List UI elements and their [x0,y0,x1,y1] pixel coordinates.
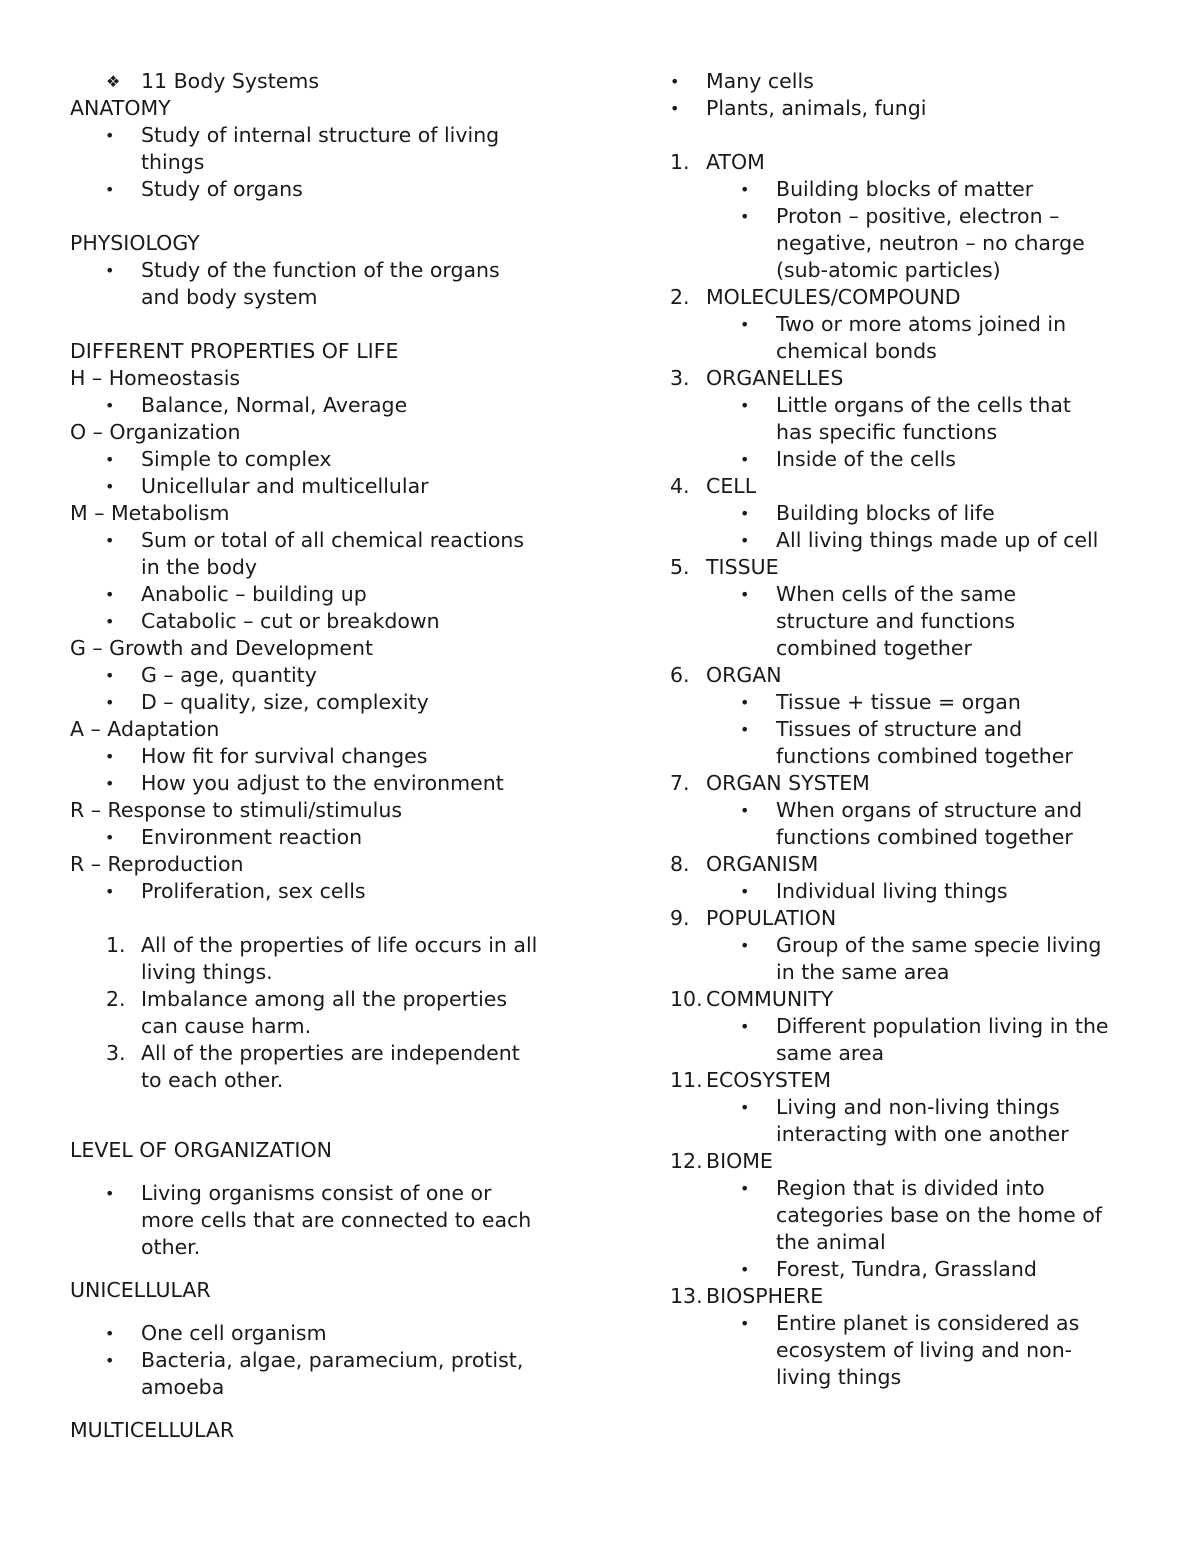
note-number: 1. [106,933,126,957]
level-number: 11. [670,1068,703,1092]
level-item [670,284,1170,311]
property-label: O – Organization [70,420,241,444]
level-item [670,1067,1170,1094]
list-item [670,68,1170,95]
list-item [670,527,1170,554]
section-heading-physiology: PHYSIOLOGY [70,231,200,255]
bullet-icon: • [740,693,750,712]
note-text: to each other. [141,1068,284,1092]
bullet-icon: • [740,720,750,739]
bullet-icon: • [105,747,115,766]
list-item-text: and body system [141,285,318,309]
note-text: All of the properties of life occurs in all [141,933,538,957]
property-label: G – Growth and Development [70,636,373,660]
level-number: 12. [670,1149,703,1173]
list-item-text: Forest, Tundra, Grassland [776,1257,1037,1281]
list-item-text: How fit for survival changes [141,744,428,768]
level-name: BIOME [706,1149,773,1173]
list-item [670,1256,1170,1283]
list-item [670,797,1170,851]
list-item [670,446,1170,473]
section-heading-multicellular: MULTICELLULAR [70,1418,235,1442]
level-number: 3. [670,366,690,390]
bullet-icon: • [105,450,115,469]
list-item-text: categories base on the home of [776,1203,1102,1227]
level-name: BIOSPHERE [706,1284,824,1308]
list-item [670,95,1170,122]
list-item [670,716,1170,770]
bullet-icon: • [105,828,115,847]
list-item [70,743,590,770]
list-item [670,1310,1170,1391]
list-item-text: in the body [141,555,258,579]
list-item [670,1094,1170,1148]
list-item [670,689,1170,716]
list-item-text: Sum or total of all chemical reactions [141,528,525,552]
list-item-text: G – age, quantity [141,663,317,687]
level-number: 10. [670,987,703,1011]
list-item-text: Little organs of the cells that [776,393,1071,417]
spacer [70,1164,590,1180]
list-item [670,878,1170,905]
list-item [70,176,590,203]
section-heading-unicellular: UNICELLULAR [70,1278,211,1302]
level-number: 6. [670,663,690,687]
section-heading-level: LEVEL OF ORGANIZATION [70,1138,332,1162]
bullet-icon: • [740,936,750,955]
bullet-icon: • [105,1351,115,1370]
list-item-text: Environment reaction [141,825,363,849]
level-name: COMMUNITY [706,987,834,1011]
note-text: Imbalance among all the properties [141,987,508,1011]
bullet-icon: • [105,612,115,631]
bullet-icon: • [740,315,750,334]
list-item-text: combined together [776,636,972,660]
list-item [70,608,590,635]
level-name: CELL [706,474,757,498]
list-item-text: Living organisms consist of one or [141,1181,492,1205]
level-item [670,554,1170,581]
bullet-icon: • [740,450,750,469]
spacer [70,1401,590,1417]
level-item [670,851,1170,878]
bullet-icon: • [105,261,115,280]
note-number: 2. [106,987,126,1011]
bullet-icon: • [105,882,115,901]
list-item-text: One cell organism [141,1321,327,1345]
list-item [670,1013,1170,1067]
list-item-text: the animal [776,1230,886,1254]
level-item [670,365,1170,392]
list-item [70,392,590,419]
level-name: ORGANISM [706,852,819,876]
numbered-note [70,932,590,986]
spacer [70,1121,590,1137]
list-item-text: How you adjust to the environment [141,771,504,795]
bullet-icon: • [105,477,115,496]
list-item-text: Bacteria, algae, paramecium, protist, [141,1348,524,1372]
bullet-icon: • [740,801,750,820]
list-item-text: Building blocks of matter [776,177,1034,201]
section-heading-anatomy: ANATOMY [70,96,171,120]
list-item [670,176,1170,203]
level-number: 13. [670,1284,703,1308]
title-text: 11 Body Systems [141,69,319,93]
list-item-text: Two or more atoms joined in [776,312,1067,336]
level-number: 1. [670,150,690,174]
level-name: ORGAN [706,663,782,687]
level-name: ORGAN SYSTEM [706,771,870,795]
list-item-text: Balance, Normal, Average [141,393,408,417]
bullet-icon: • [740,504,750,523]
list-item-text: Different population living in the [776,1014,1109,1038]
list-item-text: has specific functions [776,420,998,444]
bullet-icon: • [105,531,115,550]
bullet-icon: • [740,1179,750,1198]
level-number: 7. [670,771,690,795]
bullet-icon: • [740,1314,750,1333]
list-item [670,1175,1170,1256]
note-text: can cause harm. [141,1014,312,1038]
level-number: 4. [670,474,690,498]
property-label: R – Reproduction [70,852,244,876]
list-item-text: Region that is divided into [776,1176,1045,1200]
list-item [670,392,1170,446]
bullet-icon: • [105,126,115,145]
list-item-text: amoeba [141,1375,225,1399]
level-item [670,473,1170,500]
level-name: ECOSYSTEM [706,1068,832,1092]
list-item-text: Study of the function of the organs [141,258,500,282]
level-number: 9. [670,906,690,930]
list-item-text: Building blocks of life [776,501,995,525]
bullet-icon: • [105,1184,115,1203]
bullet-icon: • [670,99,680,118]
level-item [670,149,1170,176]
property-label: A – Adaptation [70,717,220,741]
doc-title [70,68,590,95]
bullet-icon: • [105,1324,115,1343]
bullet-icon: • [105,585,115,604]
bullet-icon: • [670,72,680,91]
list-item-text: Tissues of structure and [776,717,1023,741]
list-item-text: When organs of structure and [776,798,1083,822]
list-item [70,824,590,851]
spacer [70,311,590,338]
bullet-icon: • [740,180,750,199]
bullet-icon: • [740,1098,750,1117]
list-item-text: Unicellular and multicellular [141,474,429,498]
note-text: living things. [141,960,273,984]
list-item [70,473,590,500]
bullet-icon: • [740,1260,750,1279]
level-number: 2. [670,285,690,309]
spacer [70,1094,590,1121]
note-number: 3. [106,1041,126,1065]
bullet-icon: • [740,207,750,226]
numbered-note [70,986,590,1040]
list-item-text: When cells of the same [776,582,1017,606]
numbered-note [70,1040,590,1094]
list-item-text: Individual living things [776,879,1008,903]
spacer [70,203,590,230]
property-label: R – Response to stimuli/stimulus [70,798,403,822]
list-item-text: functions combined together [776,825,1073,849]
list-item-text: more cells that are connected to each [141,1208,532,1232]
level-item [670,770,1170,797]
list-item [70,581,590,608]
list-item [70,662,590,689]
list-item [70,1180,590,1261]
right-column [670,68,1170,1391]
bullet-icon: • [105,774,115,793]
list-item [70,689,590,716]
spacer [70,1261,590,1277]
list-item-text: Simple to complex [141,447,332,471]
level-item [670,1148,1170,1175]
list-item-text: D – quality, size, complexity [141,690,429,714]
list-item-text: living things [776,1365,902,1389]
level-name: MOLECULES/COMPOUND [706,285,961,309]
list-item-text: interacting with one another [776,1122,1069,1146]
bullet-icon: • [740,396,750,415]
list-item [670,203,1170,284]
list-item [670,311,1170,365]
list-item-text: functions combined together [776,744,1073,768]
list-item-text: Tissue + tissue = organ [776,690,1021,714]
level-item [670,662,1170,689]
list-item-text: Plants, animals, fungi [706,96,927,120]
list-item-text: Proton – positive, electron – [776,204,1060,228]
list-item-text: Group of the same specie living [776,933,1102,957]
level-item [670,986,1170,1013]
list-item [70,122,590,176]
list-item [70,257,590,311]
level-name: POPULATION [706,906,837,930]
list-item-text: Many cells [706,69,814,93]
list-item [70,1320,590,1347]
list-item [670,581,1170,662]
list-item-text: in the same area [776,960,950,984]
list-item [670,932,1170,986]
list-item-text: negative, neutron – no charge [776,231,1085,255]
section-heading-properties: DIFFERENT PROPERTIES OF LIFE [70,339,399,363]
bullet-icon: • [740,531,750,550]
list-item [670,500,1170,527]
list-item-text: ecosystem of living and non- [776,1338,1073,1362]
list-item-text: chemical bonds [776,339,937,363]
level-number: 8. [670,852,690,876]
bullet-icon: • [105,693,115,712]
list-item-text: Proliferation, sex cells [141,879,366,903]
list-item [70,527,590,581]
bullet-icon: • [105,180,115,199]
list-item-text: other. [141,1235,201,1259]
list-item-text: Living and non-living things [776,1095,1060,1119]
level-name: ORGANELLES [706,366,844,390]
property-label: M – Metabolism [70,501,230,525]
bullet-icon: • [740,882,750,901]
level-number: 5. [670,555,690,579]
level-item [670,905,1170,932]
list-item-text: structure and functions [776,609,1016,633]
note-text: All of the properties are independent [141,1041,520,1065]
list-item [70,878,590,905]
bullet-icon: • [740,585,750,604]
bullet-icon: • [105,666,115,685]
diamond-bullet-icon: ❖ [106,72,121,91]
list-item-text: same area [776,1041,885,1065]
list-item [70,446,590,473]
spacer [70,905,590,932]
list-item-text: Catabolic – cut or breakdown [141,609,440,633]
bullet-icon: • [105,396,115,415]
list-item-text: (sub-atomic particles) [776,258,1001,282]
list-item-text: Inside of the cells [776,447,956,471]
left-column [70,68,590,1444]
list-item [70,1347,590,1401]
list-item-text: Study of internal structure of living [141,123,500,147]
spacer [70,1304,590,1320]
list-item-text: Study of organs [141,177,303,201]
list-item-text: All living things made up of cell [776,528,1099,552]
bullet-icon: • [740,1017,750,1036]
spacer [670,122,1170,149]
level-name: ATOM [706,150,765,174]
property-label: H – Homeostasis [70,366,241,390]
level-item [670,1283,1170,1310]
list-item-text: Entire planet is considered as [776,1311,1080,1335]
list-item-text: Anabolic – building up [141,582,367,606]
list-item-text: things [141,150,205,174]
list-item [70,770,590,797]
level-name: TISSUE [706,555,779,579]
